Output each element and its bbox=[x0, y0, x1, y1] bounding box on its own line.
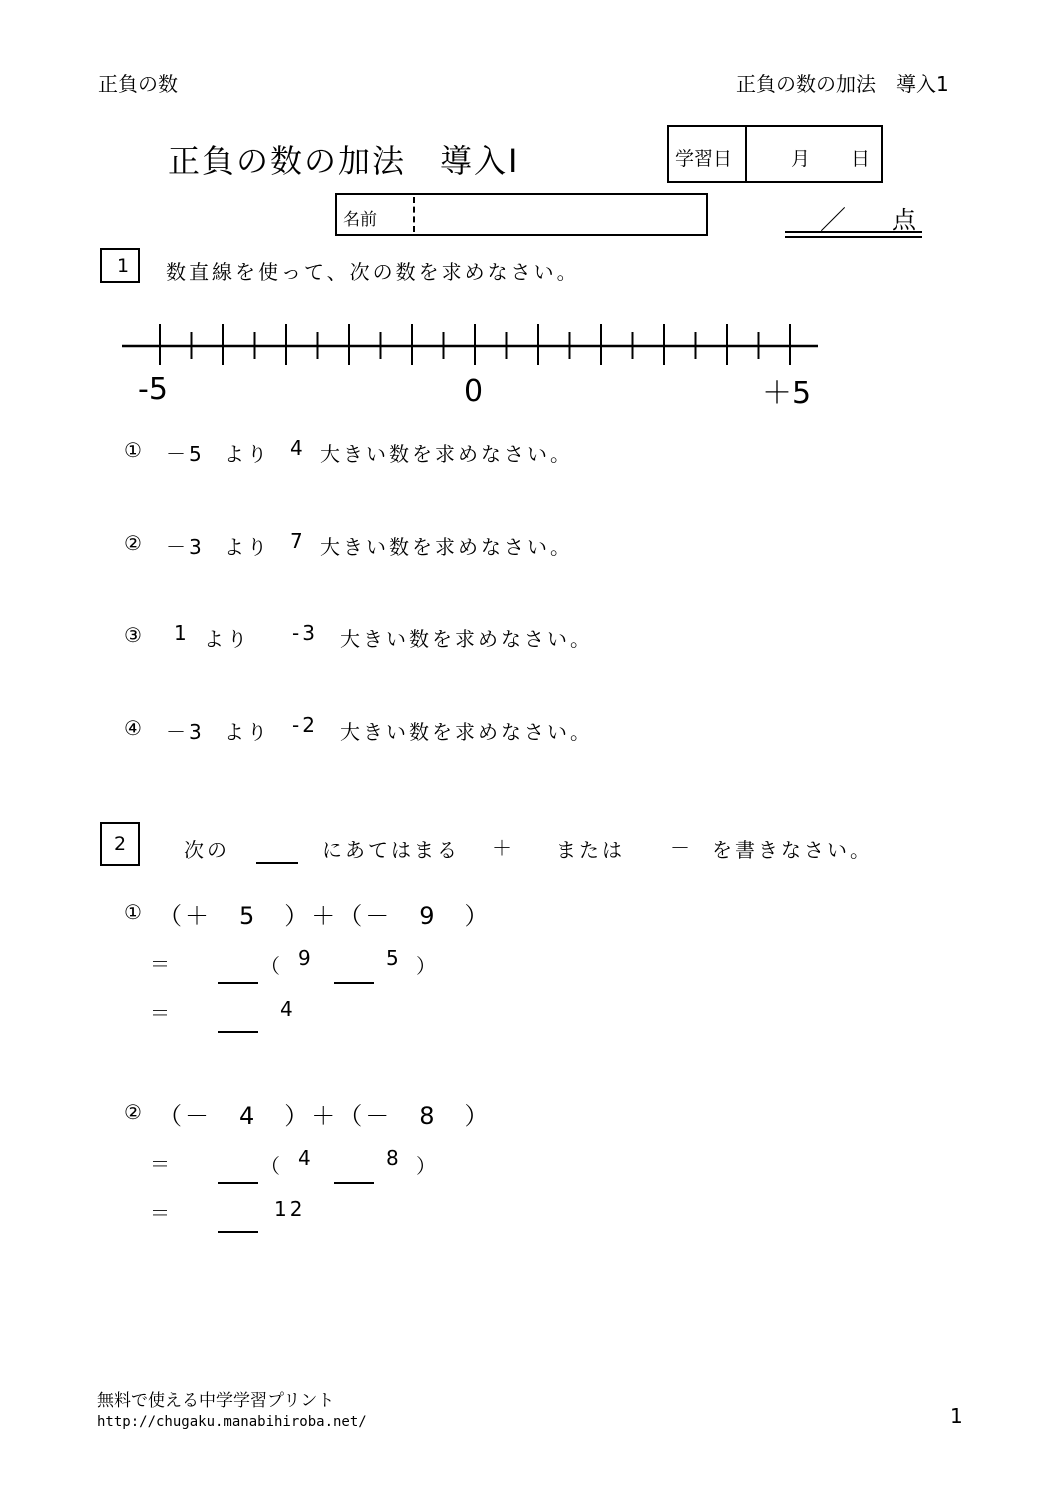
score-unit: 点 bbox=[892, 206, 916, 234]
problem-mark: ② bbox=[124, 1100, 145, 1124]
footer-url[interactable]: http://chugaku.manabihiroba.net/ bbox=[97, 1414, 367, 1430]
question-yori: より bbox=[224, 535, 270, 559]
question-rest: 大きい数を求めなさい。 bbox=[320, 535, 573, 559]
question-a: －5 bbox=[166, 442, 205, 466]
section2-number-box bbox=[100, 822, 140, 866]
question-yori: より bbox=[224, 442, 270, 466]
question-b: -2 bbox=[292, 713, 318, 737]
answer-blank[interactable] bbox=[218, 1182, 258, 1184]
paren-close: ） bbox=[416, 954, 439, 978]
sign-blank[interactable] bbox=[218, 1031, 258, 1033]
section2-instruction-mid: にあてはまる bbox=[322, 838, 460, 862]
paren-close: ） bbox=[416, 1154, 439, 1178]
term-y: 5 bbox=[386, 946, 402, 970]
date-label: 学習日 bbox=[675, 148, 733, 170]
paren-open: （ bbox=[260, 1154, 283, 1178]
sign-blank[interactable] bbox=[218, 1231, 258, 1233]
question-yori: より bbox=[204, 627, 250, 651]
number-line-ticks bbox=[160, 324, 790, 365]
question-a: －3 bbox=[166, 535, 205, 559]
question-mark: ④ bbox=[124, 716, 145, 740]
problem-mark: ① bbox=[124, 900, 145, 924]
page-title: 正負の数の加法 導入Ⅰ bbox=[168, 142, 520, 180]
term-y: 8 bbox=[386, 1146, 402, 1170]
question-mark: ② bbox=[124, 531, 145, 555]
number-line-label-max: ＋5 bbox=[762, 376, 812, 411]
number-line bbox=[0, 0, 1058, 420]
score-slash: ／ bbox=[820, 206, 847, 236]
equals-sign: ＝ bbox=[150, 952, 173, 976]
section2-number: 2 bbox=[114, 833, 127, 855]
date-day-label: 日 bbox=[851, 148, 871, 170]
section2-instruction-or: または bbox=[556, 838, 625, 862]
equals-sign: ＝ bbox=[150, 1152, 173, 1176]
number-line-label-zero: 0 bbox=[464, 374, 484, 409]
question-rest: 大きい数を求めなさい。 bbox=[340, 627, 593, 651]
page-number: 1 bbox=[950, 1404, 963, 1428]
problem-expression: （＋ 5 ）＋（－ 9 ） bbox=[158, 902, 492, 930]
section2-instruction-pre: 次の bbox=[184, 838, 230, 862]
operator-blank[interactable] bbox=[334, 1182, 374, 1184]
equals-sign: ＝ bbox=[150, 1001, 173, 1025]
question-rest: 大きい数を求めなさい。 bbox=[340, 720, 593, 744]
question-b: 4 bbox=[290, 436, 306, 460]
answer-blank[interactable] bbox=[218, 982, 258, 984]
question-a: －3 bbox=[166, 720, 205, 744]
section2-instruction-minus: － bbox=[670, 836, 693, 860]
result: 4 bbox=[280, 997, 296, 1021]
question-mark: ① bbox=[124, 438, 145, 462]
question-a: 1 bbox=[174, 621, 190, 645]
section1-number: 1 bbox=[117, 255, 130, 277]
number-line-label-min: -5 bbox=[138, 372, 168, 407]
result: 12 bbox=[274, 1197, 306, 1221]
header-right: 正負の数の加法 導入1 bbox=[736, 72, 949, 96]
problem-expression: （－ 4 ）＋（－ 8 ） bbox=[158, 1102, 492, 1130]
footer-line1: 無料で使える中学学習プリント bbox=[97, 1391, 335, 1411]
term-x: 9 bbox=[298, 946, 314, 970]
name-label: 名前 bbox=[343, 210, 377, 230]
operator-blank[interactable] bbox=[334, 982, 374, 984]
instruction-blank bbox=[256, 862, 298, 864]
question-rest: 大きい数を求めなさい。 bbox=[320, 442, 573, 466]
section2-instruction-post: を書きなさい。 bbox=[712, 838, 873, 862]
question-yori: より bbox=[224, 720, 270, 744]
question-b: 7 bbox=[290, 529, 306, 553]
section1-instruction: 数直線を使って、次の数を求めなさい。 bbox=[166, 260, 580, 284]
question-mark: ③ bbox=[124, 623, 145, 647]
header-left: 正負の数 bbox=[98, 72, 178, 96]
paren-open: （ bbox=[260, 954, 283, 978]
equals-sign: ＝ bbox=[150, 1201, 173, 1225]
question-b: -3 bbox=[292, 621, 318, 645]
section2-instruction-plus: ＋ bbox=[492, 836, 515, 860]
term-x: 4 bbox=[298, 1146, 314, 1170]
date-month-label: 月 bbox=[791, 148, 811, 170]
